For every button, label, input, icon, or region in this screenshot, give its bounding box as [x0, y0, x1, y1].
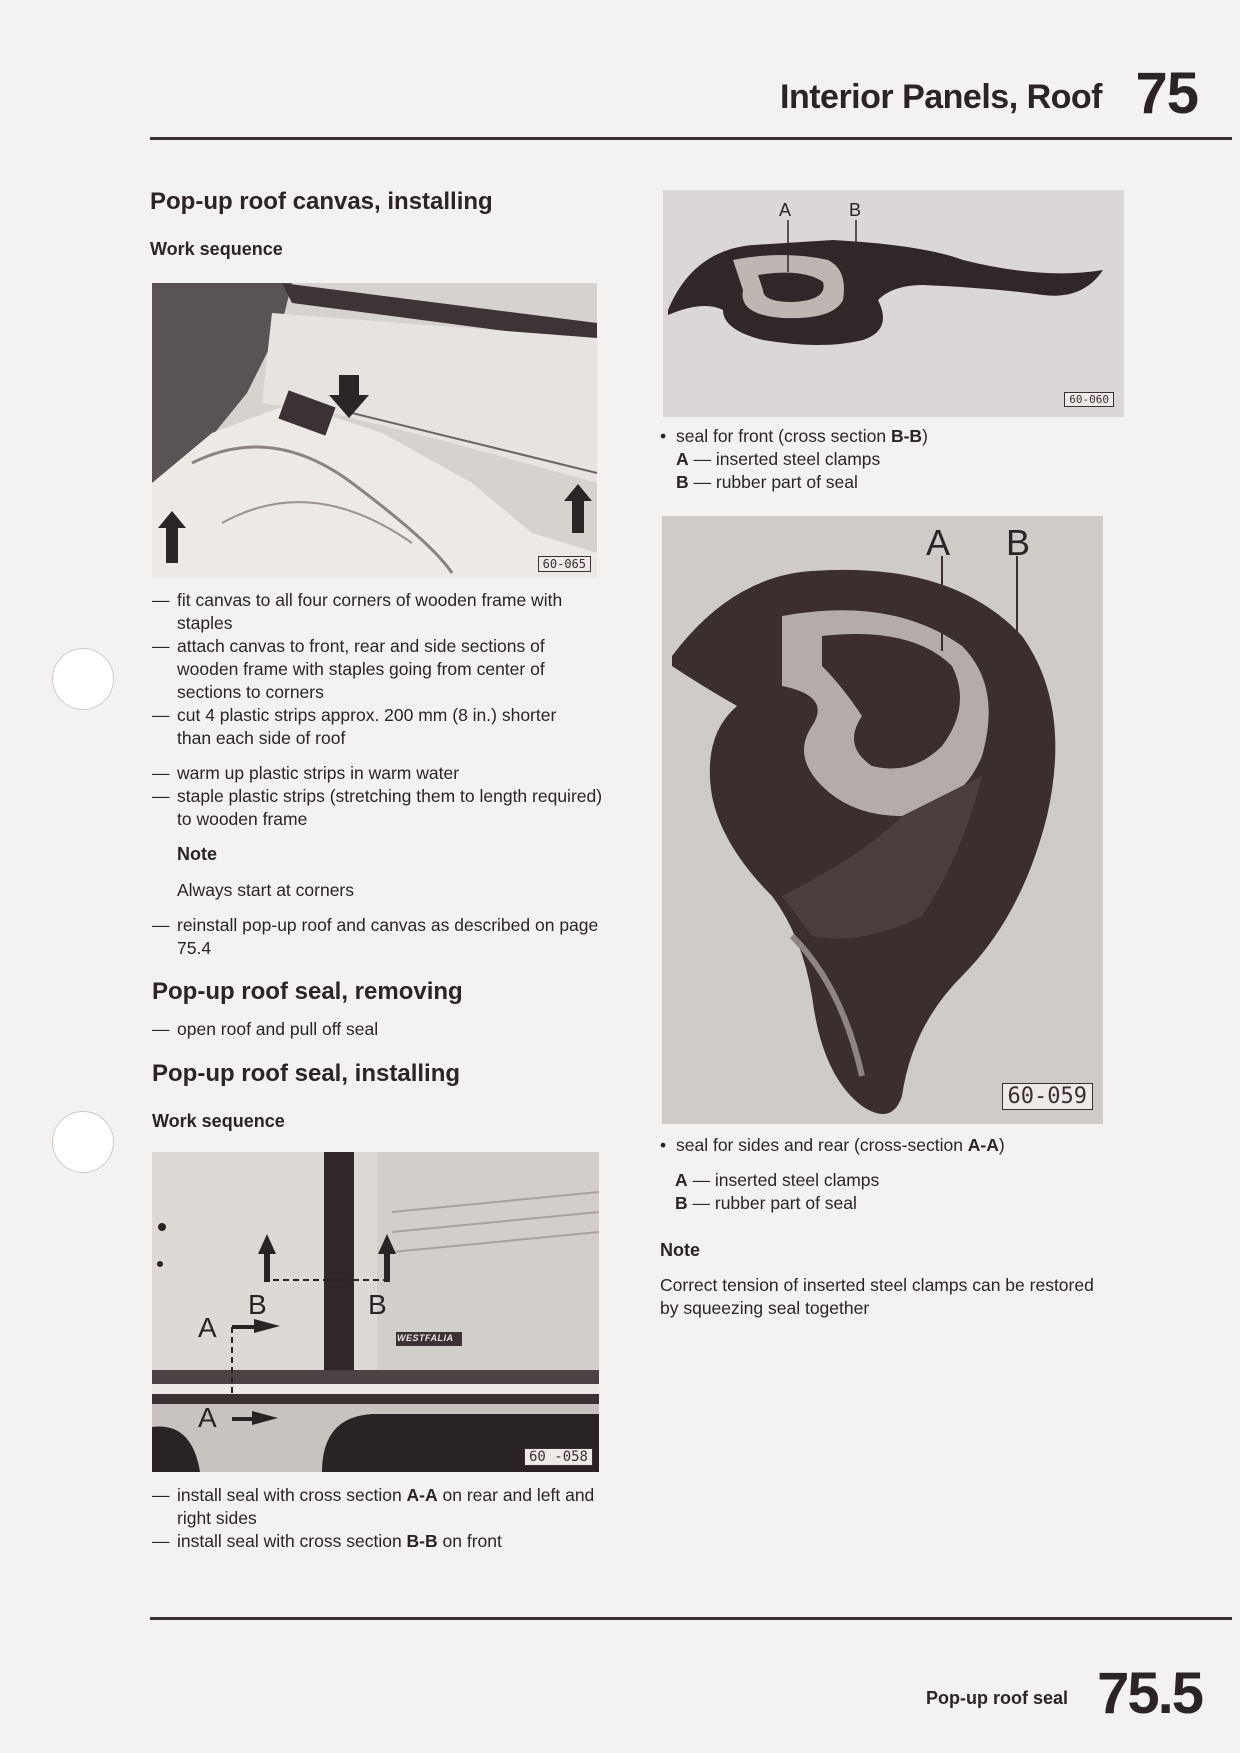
canvas-step: — staple plastic strips (stretching them to length required) to wooden frame: [152, 786, 603, 829]
repair-group-number: 75: [1135, 61, 1198, 126]
side-seal-caption: • seal for sides and rear (cross-section A-A): [660, 1135, 1005, 1155]
canvas-step: — cut 4 plastic strips approx. 200 mm (8 in.) shorter than each side of roof: [152, 705, 557, 748]
seal-removing-step: — open roof and pull off seal: [152, 1019, 379, 1039]
front-seal-cross-section-photo: [663, 190, 1124, 417]
figure-code: 60 -058: [524, 1448, 593, 1466]
side-seal-label-a: A: [926, 522, 951, 563]
canvas-final-step: — reinstall pop-up roof and canvas as described on page 75.4: [152, 915, 599, 958]
seal-install-step: — install seal with cross section B-B on front: [152, 1531, 502, 1551]
cross-section-label-a-top: A: [198, 1312, 217, 1343]
seal-installing-heading: Pop-up roof seal, installing: [152, 1060, 461, 1087]
canvas-work-sequence-label: Work sequence: [150, 239, 283, 259]
side-seal-label-b: B: [1006, 522, 1031, 563]
figure-code: 60-060: [1064, 392, 1114, 407]
canvas-step: — attach canvas to front, rear and side sections of wooden frame with staples going from center of sections to corners: [152, 636, 545, 702]
figure-code: 60-059: [1002, 1083, 1093, 1110]
canvas-section-heading: Pop-up roof canvas, installing: [150, 188, 493, 215]
cross-section-label-b-right: B: [368, 1289, 387, 1320]
binder-hole-top: [52, 648, 114, 710]
seal-install-step: — install seal with cross section A-A on rear and left and right sides: [152, 1485, 595, 1528]
figure-code: 60-065: [538, 556, 591, 572]
cross-section-label-a-bottom: A: [198, 1402, 217, 1433]
front-seal-item-a: A — inserted steel clamps: [676, 449, 881, 469]
front-seal-label-b: B: [849, 200, 862, 220]
canvas-note-label: Note: [177, 844, 217, 864]
seal-work-sequence-label: Work sequence: [152, 1111, 285, 1131]
binder-hole-bottom: [52, 1111, 114, 1173]
footer-section-label: Pop-up roof seal: [925, 1688, 1068, 1708]
front-seal-item-b: B — rubber part of seal: [676, 472, 858, 492]
footer-rule: [150, 1617, 1232, 1620]
canvas-step: — fit canvas to all four corners of wooden frame with staples: [152, 590, 563, 633]
side-seal-note-text: Correct tension of inserted steel clamps can be restored by squeezing seal together: [660, 1275, 1094, 1318]
page-number: 75.5: [1097, 1661, 1202, 1726]
side-seal-cross-section-photo: [662, 516, 1103, 1124]
page-title: Interior Panels, Roof: [780, 78, 1102, 116]
side-seal-item-a: A — inserted steel clamps: [675, 1170, 880, 1190]
westfalia-badge: WESTFALIA: [397, 1333, 454, 1343]
side-seal-item-b: B — rubber part of seal: [675, 1193, 857, 1213]
front-seal-label-a: A: [779, 200, 792, 220]
seal-removing-heading: Pop-up roof seal, removing: [152, 978, 463, 1005]
canvas-install-photo: [152, 283, 597, 578]
cross-section-label-b-left: B: [248, 1289, 267, 1320]
front-seal-caption: • seal for front (cross section B-B): [660, 426, 928, 446]
side-seal-note-label: Note: [660, 1240, 700, 1260]
header-rule: [150, 137, 1232, 140]
canvas-note-text: Always start at corners: [177, 880, 354, 900]
canvas-step: — warm up plastic strips in warm water: [152, 763, 460, 783]
roof-cross-section-photo: [152, 1152, 599, 1472]
